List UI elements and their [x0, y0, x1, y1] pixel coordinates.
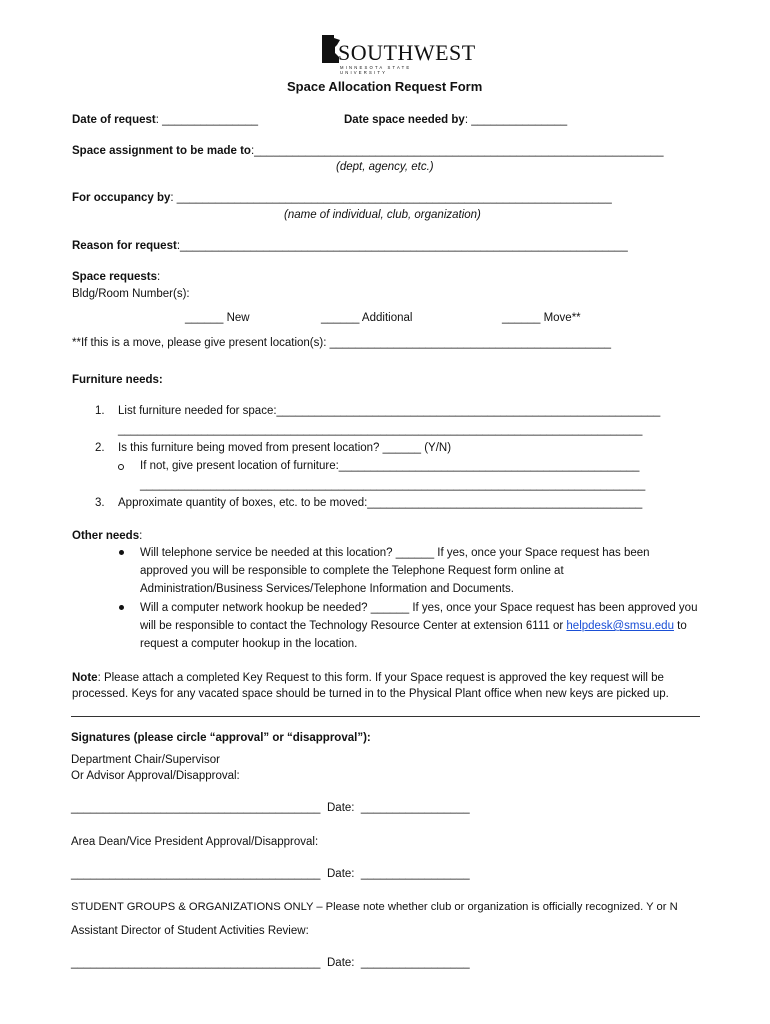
network-question[interactable]: Will a computer network hookup be needed? ______ If yes, once your Space request has been approved you	[140, 602, 698, 614]
signatures-heading: Signatures (please circle “approval” or “disapproval”):	[71, 732, 371, 744]
furniture-item3-field[interactable]: Approximate quantity of boxes, etc. to be moved:___________________________________________	[118, 497, 643, 509]
date-of-request-line: : _______________	[155, 114, 259, 126]
furniture-item1-field[interactable]: List furniture needed for space:____________________________________________________________	[118, 405, 661, 417]
furniture-item1-continuation[interactable]: __________________________________________________________________________________	[118, 424, 643, 436]
chair-signature-line[interactable]: _______________________________________	[71, 802, 321, 814]
space-requests-heading	[72, 271, 160, 283]
furniture-heading: Furniture needs:	[72, 374, 163, 386]
dean-date-label: Date:	[327, 868, 355, 880]
bullet-icon	[119, 605, 124, 610]
assignment-line: :________________________________________________________________	[250, 145, 664, 157]
student-groups-text: STUDENT GROUPS & ORGANIZATIONS ONLY – Please note whether club or organization is officially recognized. Y or N	[71, 901, 678, 913]
chair-label-line2: Or Advisor Approval/Disapproval:	[71, 770, 240, 782]
note-line2: processed. Keys for any vacated space should be turned in to the Physical Plant office when new keys are picked up.	[72, 688, 669, 700]
dean-signature-line[interactable]: _______________________________________	[71, 868, 321, 880]
asst-director-date-line: _________________	[360, 957, 470, 969]
section-divider	[71, 716, 700, 717]
space-requests-label: Space requests	[72, 271, 158, 283]
note-line1	[72, 672, 664, 684]
furniture-item2-sub-field[interactable]: If not, give present location of furniture:_______________________________________________	[140, 460, 640, 472]
date-needed-field[interactable]	[344, 114, 567, 126]
asst-director-signature-line[interactable]: _______________________________________	[71, 957, 321, 969]
logo-subtitle: MINNESOTA STATE UNIVERSITY	[340, 65, 412, 75]
bldg-room-label: Bldg/Room Number(s):	[72, 288, 190, 300]
network-text-line2	[140, 620, 687, 632]
note-label: Note	[72, 672, 98, 684]
logo-wordmark: SOUTHWEST	[338, 40, 476, 65]
chair-date-line: _________________	[360, 802, 470, 814]
option-move[interactable]: ______ Move**	[502, 312, 581, 324]
assignment-field[interactable]	[72, 145, 663, 157]
option-additional[interactable]: ______ Additional	[321, 312, 413, 324]
network-text-line3: request a computer hookup in the location.	[140, 638, 358, 650]
reason-line: :______________________________________________________________________	[176, 240, 628, 252]
note-text: : Please attach a completed Key Request to this form. If your Space request is approved the key request will be	[97, 672, 664, 684]
telephone-text-line2: approved you will be responsible to complete the Telephone Request form online at	[140, 565, 564, 577]
furniture-item2-number: 2.	[95, 442, 105, 454]
furniture-item3-number: 3.	[95, 497, 105, 509]
option-new[interactable]: ______ New	[185, 312, 250, 324]
chair-label-line1: Department Chair/Supervisor	[71, 754, 220, 766]
telephone-question[interactable]: Will telephone service be needed at this location? ______ If yes, once your Space request has been	[140, 547, 650, 559]
chair-date-field[interactable]	[327, 802, 470, 814]
space-requests-colon: :	[157, 271, 161, 283]
furniture-item1-number: 1.	[95, 405, 105, 417]
bullet-icon	[119, 550, 124, 555]
assignment-label: Space assignment to be made to	[72, 145, 251, 157]
other-needs-colon: :	[139, 530, 143, 542]
assignment-hint: (dept, agency, etc.)	[336, 161, 434, 173]
furniture-item2-field[interactable]: Is this furniture being moved from present location? ______ (Y/N)	[118, 442, 452, 454]
asst-director-date-label: Date:	[327, 957, 355, 969]
move-note-field[interactable]: **If this is a move, please give present location(s): ____________________________________________	[72, 337, 612, 349]
occupancy-line: : ____________________________________________________________________	[170, 192, 612, 204]
form-title: Space Allocation Request Form	[287, 79, 483, 94]
date-needed-line: : _______________	[464, 114, 568, 126]
reason-label: Reason for request	[72, 240, 177, 252]
occupancy-field[interactable]	[72, 192, 612, 204]
dean-label: Area Dean/Vice President Approval/Disapproval:	[71, 836, 319, 848]
university-logo	[320, 34, 476, 75]
dean-date-line: _________________	[360, 868, 470, 880]
asst-director-label: Assistant Director of Student Activities Review:	[71, 925, 309, 937]
date-needed-label: Date space needed by	[344, 114, 465, 126]
network-text-suffix: to	[673, 620, 687, 632]
occupancy-label: For occupancy by	[72, 192, 171, 204]
other-needs-label: Other needs	[72, 530, 140, 542]
helpdesk-email-link[interactable]: helpdesk@smsu.edu	[566, 620, 674, 632]
asst-director-date-field[interactable]	[327, 957, 470, 969]
occupancy-hint: (name of individual, club, organization)	[284, 209, 481, 221]
date-of-request-field[interactable]	[72, 114, 258, 126]
telephone-text-line3: Administration/Business Services/Telephone Information and Documents.	[140, 583, 514, 595]
reason-field[interactable]	[72, 240, 628, 252]
furniture-item2-sub-continuation[interactable]: _______________________________________________________________________________	[140, 479, 646, 491]
other-needs-heading	[72, 530, 142, 542]
chair-date-label: Date:	[327, 802, 355, 814]
date-of-request-label: Date of request	[72, 114, 156, 126]
dean-date-field[interactable]	[327, 868, 470, 880]
circle-bullet-icon	[118, 464, 124, 470]
network-text-prefix: will be responsible to contact the Technology Resource Center at extension 6111 or	[140, 620, 567, 632]
